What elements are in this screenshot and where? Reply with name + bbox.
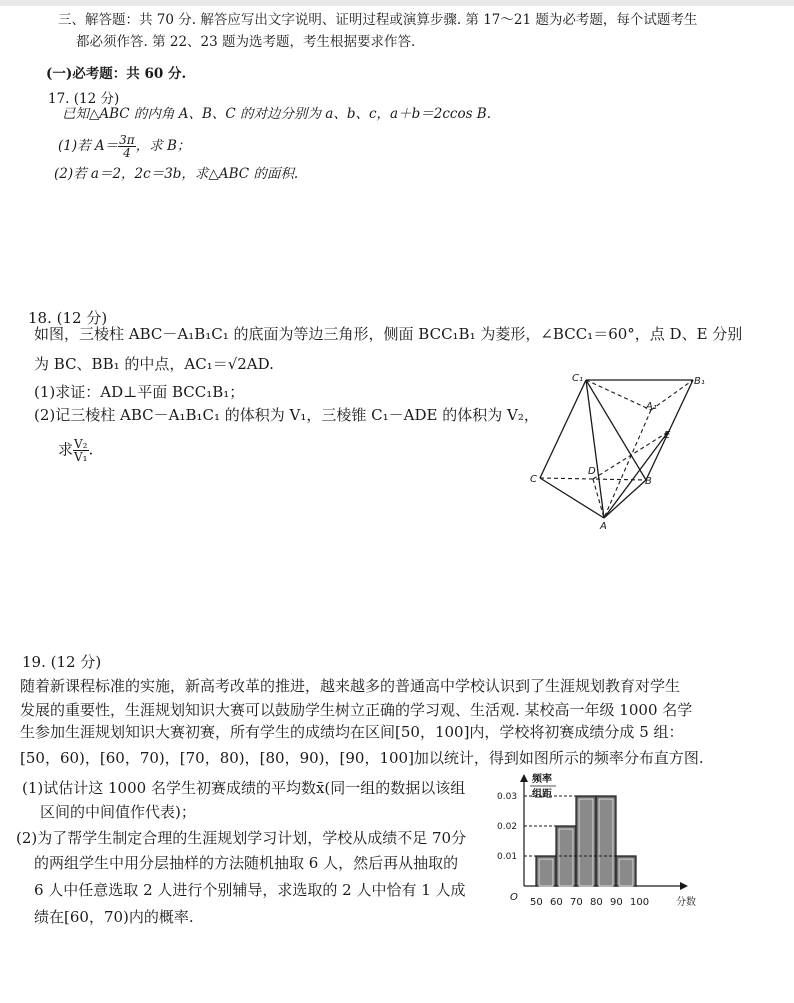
q18-ratio-fraction xyxy=(73,438,88,463)
x-tick-label: 100 xyxy=(630,897,650,908)
q18-header: 18. (12 分) xyxy=(28,309,108,327)
histogram-bar-inner xyxy=(559,829,573,886)
label-C: C xyxy=(530,474,537,485)
y-tick-label: 0.03 xyxy=(497,792,518,802)
prism-hidden-edges xyxy=(540,380,693,518)
histogram-marks xyxy=(497,792,649,908)
label-C1: C₁ xyxy=(572,373,583,384)
label-B1: B₁ xyxy=(694,376,705,387)
q17-part2: (2)若 a＝2，2c＝3b，求△ABC 的面积. xyxy=(54,166,299,182)
x-tick-label: 80 xyxy=(590,897,603,908)
q18-ratio-suffix: . xyxy=(88,440,94,459)
histogram-bar-inner xyxy=(619,859,633,886)
q18-part1: (1)求证：AD⊥平面 BCC₁B₁； xyxy=(34,383,245,401)
y-tick-label: 0.01 xyxy=(497,852,518,862)
y-axis-arrow xyxy=(520,774,528,782)
q17-header: 17. (12 分) xyxy=(48,91,120,107)
q19-header: 19. (12 分) xyxy=(22,653,102,671)
label-D: D xyxy=(588,466,596,477)
q18-stem-line1: 如图，三棱柱 ABC－A₁B₁C₁ 的底面为等边三角形，侧面 BCC₁B₁ 为菱形，∠BCC₁＝60°，点 D、E 分别 xyxy=(34,325,743,343)
x-tick-label: 70 xyxy=(570,897,583,908)
frequency-histogram xyxy=(496,772,710,912)
histogram-bar-inner xyxy=(579,799,593,886)
histogram-bar-inner xyxy=(599,799,613,886)
histogram-bar-inner xyxy=(539,859,553,886)
q18-ratio-prefix: 求 xyxy=(58,440,74,459)
x-axis-arrow xyxy=(680,882,688,890)
q17-part1-prefix: (1)若 A＝ xyxy=(58,138,119,154)
x-tick-label: 50 xyxy=(530,897,543,908)
q18-part2: (2)记三棱柱 ABC－A₁B₁C₁ 的体积为 V₁，三棱锥 C₁－ADE 的体积为 V₂， xyxy=(34,406,539,424)
q19-part2-line3: 6 人中任意选取 2 人进行个别辅导，求选取的 2 人中恰有 1 人成 xyxy=(34,881,466,899)
q17-part1 xyxy=(58,134,190,159)
q18-stem-line2: 为 BC、BB₁ 的中点，AC₁＝√2AD. xyxy=(34,355,274,373)
y-label-bottom: 组距 xyxy=(532,789,552,800)
q17-fraction xyxy=(118,134,136,159)
q18-ratio-numerator: V₂ xyxy=(74,437,88,451)
q18-part2-ratio xyxy=(58,438,93,463)
q18-ratio-denominator: V₁ xyxy=(74,450,88,464)
q17-fraction-numerator: 3π xyxy=(119,133,135,147)
origin-label: O xyxy=(510,892,518,903)
prism-figure xyxy=(528,370,718,530)
required-section-title: (一)必考题：共 60 分. xyxy=(46,66,187,82)
q19-part2-line4: 绩在[60，70)内的概率. xyxy=(34,908,194,926)
q19-part1-line1: (1)试估计这 1000 名学生初赛成绩的平均数x̄(同一组的数据以该组 xyxy=(22,779,466,797)
top-bar xyxy=(0,0,794,6)
prism-solid-edges xyxy=(540,380,693,518)
q19-stem-line4: [50，60)，[60，70)，[70，80)，[80，90)，[90，100]加以统计，得到如图所示的频率分布直方图. xyxy=(20,749,704,767)
label-A: A xyxy=(600,521,607,530)
q19-stem-line3: 生参加生涯规划知识大赛初赛，所有学生的成绩均在区间[50，100]内，学校将初赛成绩分成 5 组： xyxy=(20,723,684,741)
section-instructions-line2: 都必须作答. 第 22、23 题为选考题，考生根据要求作答. xyxy=(76,34,416,50)
x-tick-label: 60 xyxy=(550,897,563,908)
q19-stem-line2: 发展的重要性，生涯规划知识大赛可以鼓励学生树立正确的学习观、生活观. 某校高一年级 1000 名学 xyxy=(20,701,693,719)
label-A1: A₁ xyxy=(646,401,657,412)
q17-fraction-denominator: 4 xyxy=(123,146,131,160)
q19-stem-line1: 随着新课程标准的实施，新高考改革的推进，越来越多的普通高中学校认识到了生涯规划教育对学生 xyxy=(20,677,681,695)
x-tick-label: 90 xyxy=(610,897,623,908)
q19-part2-line2: 的两组学生中用分层抽样的方法随机抽取 6 人，然后再从抽取的 xyxy=(34,854,459,872)
section-instructions-line1: 三、解答题：共 70 分. 解答应写出文字说明、证明过程或演算步骤. 第 17～21 题为必考题，每个试题考生 xyxy=(58,12,698,28)
q19-part1-line2: 区间的中间值作代表)； xyxy=(40,803,196,821)
y-tick-label: 0.02 xyxy=(497,822,518,832)
q17-part1-suffix: ，求 B； xyxy=(135,138,191,154)
q17-stem: 已知△ABC 的内角 A、B、C 的对边分别为 a、b、c，a＋b＝2ccos B. xyxy=(62,106,492,122)
y-label-top: 频率 xyxy=(532,774,552,785)
x-axis-label: 分数 xyxy=(676,897,696,908)
q19-part2-line1: (2)为了帮学生制定合理的生涯规划学习计划，学校从成绩不足 70分 xyxy=(16,829,467,847)
label-E: E xyxy=(664,430,671,441)
label-B: B xyxy=(645,476,652,487)
